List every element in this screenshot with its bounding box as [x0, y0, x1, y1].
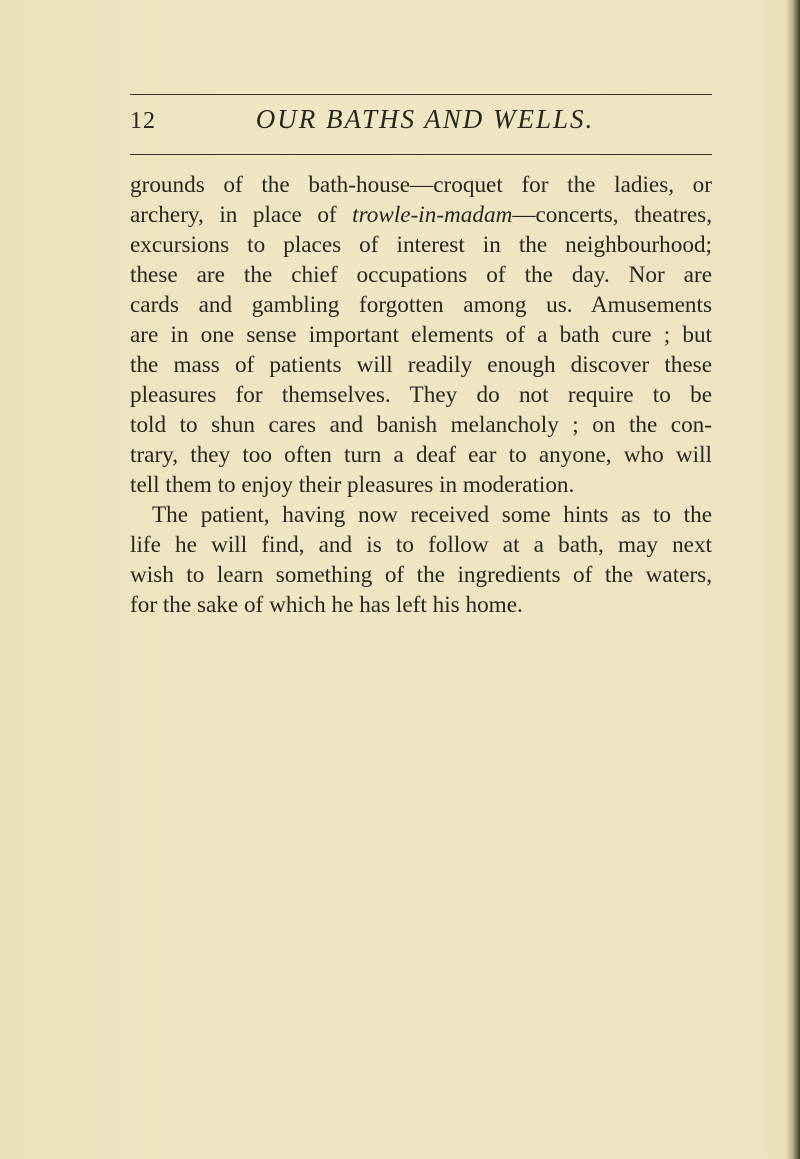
- page-header: [130, 104, 712, 144]
- body-text: [130, 170, 712, 620]
- text-line: wish to learn something of the ingredients of the waters,: [130, 562, 712, 588]
- text-line: pleasures for themselves. They do not require to be: [130, 382, 712, 408]
- page-number: 12: [130, 108, 156, 134]
- text-line: for the sake of which he has left his home.: [130, 592, 523, 618]
- text-line: trary, they too often turn a deaf ear to anyone, who will: [130, 442, 712, 468]
- text-line: told to shun cares and banish melancholy ; on the con-: [130, 412, 712, 438]
- italic-term: trowle-in-madam: [352, 202, 513, 228]
- text-line: the mass of patients will readily enough discover these: [130, 352, 712, 378]
- text-line: life he will find, and is to follow at a bath, may next: [130, 532, 712, 558]
- page-edge-shadow: [786, 0, 800, 1159]
- text-segment: —concerts, theatres,: [512, 202, 712, 228]
- text-line: are in one sense important elements of a bath cure ; but: [130, 322, 712, 348]
- text-line: tell them to enjoy their pleasures in moderation.: [130, 472, 575, 498]
- text-line: [130, 200, 712, 230]
- text-segment: archery, in place of: [130, 202, 353, 228]
- header-rule-top: [130, 94, 712, 95]
- text-line: these are the chief occupations of the day. Nor are: [130, 262, 712, 288]
- text-line: grounds of the bath-house—croquet for the ladies, or: [130, 172, 712, 198]
- header-rule-bottom: [130, 154, 712, 155]
- text-line: The patient, having now received some hints as to the: [152, 502, 712, 528]
- running-head: OUR BATHS AND WELLS.: [255, 104, 595, 134]
- text-line: excursions to places of interest in the neighbourhood;: [130, 232, 712, 258]
- text-line: cards and gambling forgotten among us. Amusements: [130, 292, 712, 318]
